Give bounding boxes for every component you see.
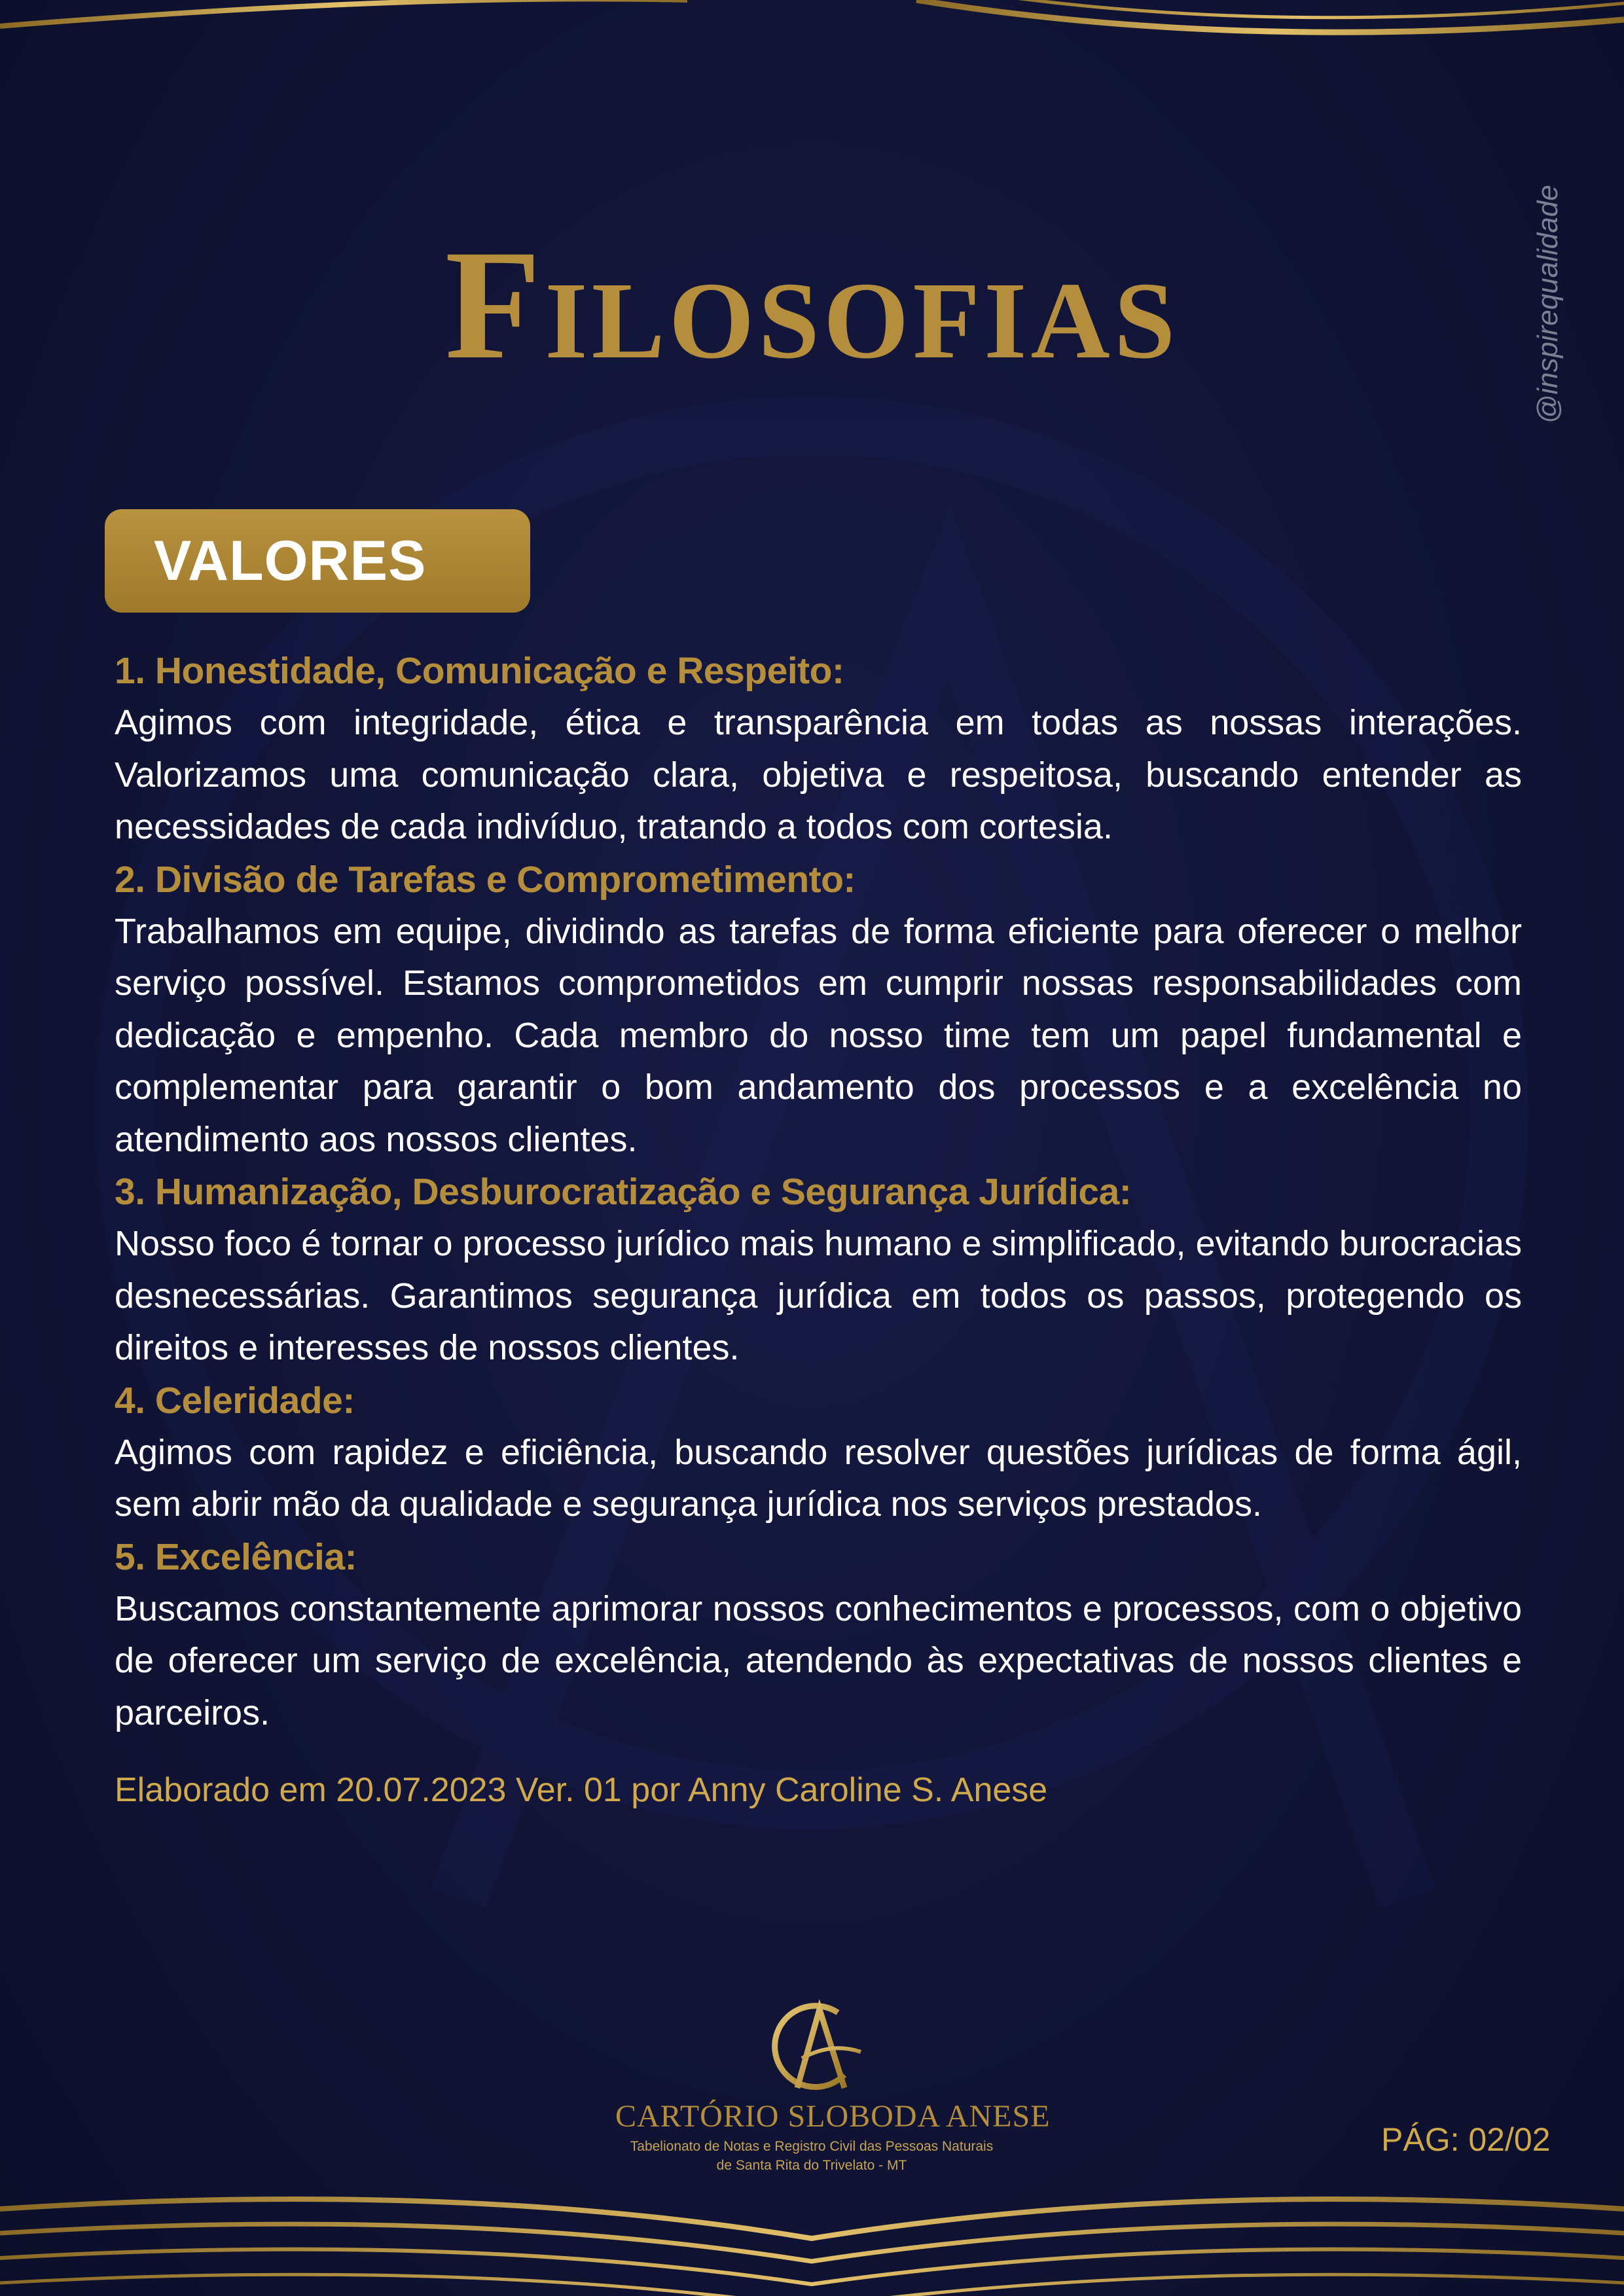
value-text: Buscamos constantemente aprimorar nossos conhecimentos e processos, com o objetivo de oferecer um serviço de excelência, atendendo às expectativas de nossos clientes e parceiros. [115, 1588, 1522, 1732]
brand-logo [615, 1990, 1051, 2175]
value-item [115, 1531, 1522, 1740]
value-heading: 3. Humanização, Desburocratização e Segurança Jurídica: [115, 1171, 1132, 1213]
value-text: Agimos com integridade, ética e transparência em todas as nossas interações. Valorizamos uma comunicação clara, objetiva e respeitosa, buscando entender as necessidades de cada indivíduo, tratando a todos com cortesia. [115, 703, 1522, 846]
value-text: Trabalhamos em equipe, dividindo as tarefas de forma eficiente para oferecer o melhor serviço possível. Estamos comprometidos em cumprir nossas responsabilidades com dedicação e empenho. Cada membro do nosso time tem um papel fundamental e complementar para garantir o bom andamento dos processos e a excelência no atendimento aos nossos clientes. [115, 911, 1522, 1159]
value-item [115, 645, 1522, 853]
section-label-valores [105, 509, 530, 613]
values-list [115, 645, 1522, 1739]
value-heading: 2. Divisão de Tarefas e Comprometimento: [115, 858, 856, 901]
top-gold-wave [0, 0, 1624, 32]
section-label-text: VALORES [154, 529, 427, 592]
version-note: Elaborado em 20.07.2023 Ver. 01 por Anny Caroline S. Anese [115, 1771, 1048, 1809]
page-title: Filosofias [444, 217, 1180, 391]
value-heading: 4. Celeridade: [115, 1379, 355, 1422]
value-heading: 5. Excelência: [115, 1535, 357, 1578]
bottom-gold-wave [0, 2199, 1624, 2296]
brand-subtitle-line: de Santa Rita do Trivelato - MT [716, 2158, 907, 2173]
value-heading: 1. Honestidade, Comunicação e Respeito: [115, 650, 844, 692]
value-item [115, 1166, 1522, 1374]
value-item [115, 853, 1522, 1166]
value-item [115, 1374, 1522, 1531]
social-handle: @inspirequalidade [1532, 185, 1564, 424]
brand-name: CARTÓRIO SLOBODA ANESE [615, 2099, 1051, 2134]
brand-subtitle-line: Tabelionato de Notas e Registro Civil das Pessoas Naturais [630, 2139, 994, 2154]
value-text: Agimos com rapidez e eficiência, buscando resolver questões jurídicas de forma ágil, sem abrir mão da qualidade e segurança jurídica nos serviços prestados. [115, 1432, 1522, 1524]
monogram-icon [746, 1990, 877, 2101]
value-text: Nosso foco é tornar o processo jurídico mais humano e simplificado, evitando burocracias desnecessárias. Garantimos segurança jurídica em todos os passos, protegendo os direitos e interesses de nossos clientes. [115, 1224, 1522, 1367]
page-number: PÁG: 02/02 [1381, 2121, 1551, 2158]
brand-subtitle [615, 2137, 1008, 2175]
